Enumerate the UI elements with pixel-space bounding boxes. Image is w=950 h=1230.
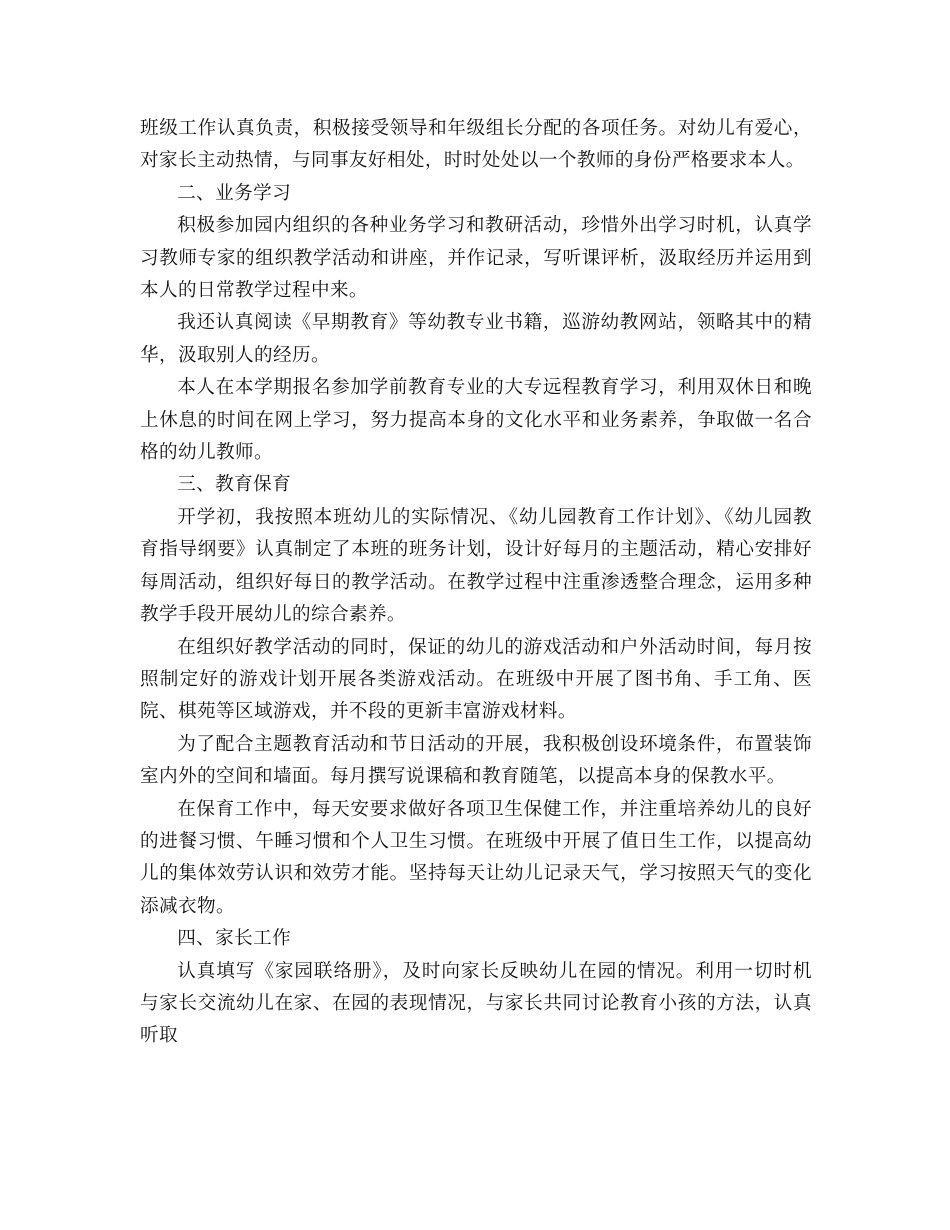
paragraph-environment: 为了配合主题教育活动和节日活动的开展，我积极创设环境条件，布置装饰室内外的空间和墙面。每月撰写说课稿和教育随笔，以提高本身的保教水平。 <box>140 733 812 788</box>
paragraph-childcare: 在保育工作中，每天安要求做好各项卫生保健工作，并注重培养幼儿的良好的进餐习惯、午睡习惯和个人卫生习惯。在班级中开展了值日生工作，以提高幼儿的集体效劳认识和效劳才能。坚持每天让幼儿记录天气，学习按照天气的变化添减衣物。 <box>140 798 812 917</box>
section-heading-education-care: 三、教育保育 <box>177 474 292 496</box>
section-heading-business-study: 二、业务学习 <box>177 182 292 204</box>
document-body <box>140 113 812 1053</box>
paragraph-reading: 我还认真阅读《早期教育》等幼教专业书籍，巡游幼教网站，领略其中的精华，汲取别人的经历。 <box>140 312 812 366</box>
paragraph-parent-communication: 认真填写《家园联络册》，及时向家长反映幼儿在园的情况。利用一切时机与家长交流幼儿在家、在园的表现情况，与家长共同讨论教育小孩的方法，认真听取 <box>140 960 812 1047</box>
paragraph-study-activities: 积极参加园内组织的各种业务学习和教研活动，珍惜外出学习时机，认真学习教师专家的组织教学活动和讲座，并作记录，写听课评析，汲取经历并运用到本人的日常教学过程中来。 <box>140 215 812 302</box>
paragraph-semester-plan: 开学初，我按照本班幼儿的实际情况、《幼儿园教育工作计划》、《幼儿园教育指导纲要》认真制定了本班的班务计划，设计好每月的主题活动，精心安排好每周活动，组织好每日的教学活动。在教学过程中注重渗透整合理念，运用多种教学手段开展幼儿的综合素养。 <box>140 506 812 626</box>
paragraph-games: 在组织好教学活动的同时，保证的幼儿的游戏活动和户外活动时间，每月按照制定好的游戏计划开展各类游戏活动。在班级中开展了图书角、手工角、医院、棋苑等区域游戏，并不段的更新丰富游戏材料。 <box>140 636 812 723</box>
paragraph-distance-education: 本人在本学期报名参加学前教育专业的大专远程教育学习，利用双休日和晚上休息的时间在网上学习，努力提高本身的文化水平和业务素养，争取做一名合格的幼儿教师。 <box>140 377 812 464</box>
paragraph-class-work: 班级工作认真负责，积极接受领导和年级组长分配的各项任务。对幼儿有爱心，对家长主动热情，与同事友好相处，时时处处以一个教师的身份严格要求本人。 <box>140 118 812 172</box>
section-heading-parent-work: 四、家长工作 <box>177 928 292 950</box>
